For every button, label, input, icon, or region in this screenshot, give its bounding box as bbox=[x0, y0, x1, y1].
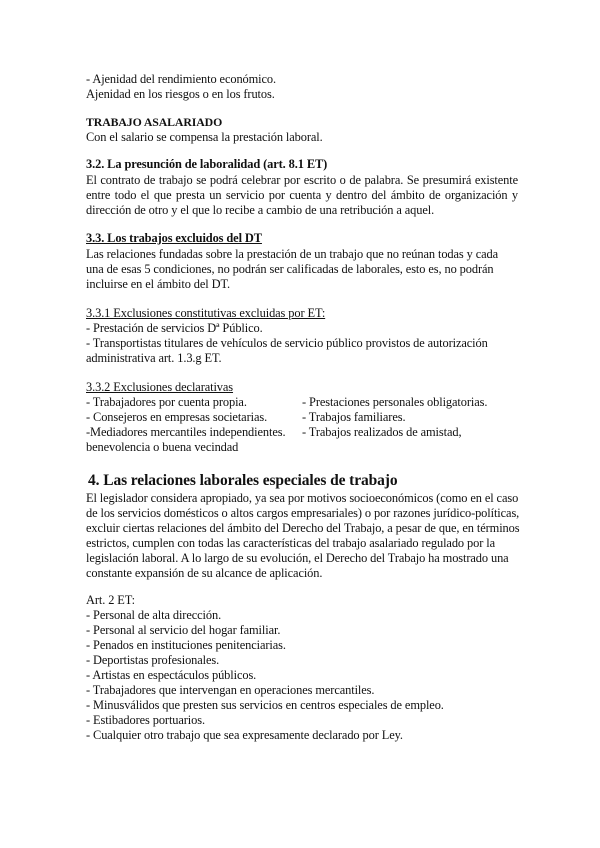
list-item: - Transportistas titulares de vehículos de servicio público provistos de autorización bbox=[86, 336, 488, 350]
list-item: - Deportistas profesionales. bbox=[86, 653, 220, 667]
paragraph-line: Las relaciones fundadas sobre la prestación de un trabajo que no reúnan todas y cada bbox=[86, 247, 499, 261]
list-item: - Minusválidos que presten sus servicios en centros especiales de empleo. bbox=[86, 698, 444, 712]
trabajo-asalariado-text: Con el salario se compensa la prestación laboral. bbox=[86, 130, 323, 144]
section-4-heading: 4. Las relaciones laborales especiales de trabajo bbox=[88, 472, 398, 489]
list-item: - Personal al servicio del hogar familiar. bbox=[86, 623, 281, 637]
paragraph-line: una de esas 5 condiciones, no podrán ser calificadas de laborales, esto es, no podrán bbox=[86, 262, 494, 276]
paragraph-line: El contrato de trabajo se podrá celebrar por escrito o de palabra. Se presumirá existente bbox=[86, 173, 518, 187]
list-item: - Trabajos familiares. bbox=[302, 410, 406, 424]
list-item: - Trabajadores que intervengan en operaciones mercantiles. bbox=[86, 683, 375, 697]
section-3-3-2-heading: 3.3.2 Exclusiones declarativas bbox=[86, 380, 234, 394]
section-3-3-heading: 3.3. Los trabajos excluidos del DT bbox=[86, 231, 262, 245]
list-item: administrativa art. 1.3.g ET. bbox=[86, 351, 222, 365]
section-3-2-heading: 3.2. La presunción de laboralidad (art. 8.1 ET) bbox=[86, 157, 328, 171]
list-item: - Personal de alta dirección. bbox=[86, 608, 222, 622]
art-2-heading: Art. 2 ET: bbox=[86, 593, 135, 607]
list-item: - Estibadores portuarios. bbox=[86, 713, 205, 727]
list-item: - Consejeros en empresas societarias. bbox=[86, 410, 268, 424]
intro-line: Ajenidad en los riesgos o en los frutos. bbox=[86, 87, 275, 101]
paragraph-line: excluir ciertas relaciones del ámbito del Derecho del Trabajo, a pesar de que, en términos bbox=[86, 521, 520, 535]
list-item: - Artistas en espectáculos públicos. bbox=[86, 668, 257, 682]
list-item: - Prestaciones personales obligatorias. bbox=[302, 395, 488, 409]
list-item: - Prestación de servicios Dª Público. bbox=[86, 321, 263, 335]
list-item: -Mediadores mercantiles independientes. bbox=[86, 425, 286, 439]
section-3-3-1-heading: 3.3.1 Exclusiones constitutivas excluidas por ET: bbox=[86, 306, 326, 320]
list-item: - Trabajos realizados de amistad, bbox=[302, 425, 462, 439]
paragraph-line: constante expansión de su alcance de aplicación. bbox=[86, 566, 323, 580]
intro-line: - Ajenidad del rendimiento económico. bbox=[86, 72, 277, 86]
paragraph-line: de los servicios domésticos o altos cargos empresariales) o por razones jurídico-políticas, bbox=[86, 506, 520, 520]
list-item: - Trabajadores por cuenta propia. bbox=[86, 395, 247, 409]
list-item: benevolencia o buena vecindad bbox=[86, 440, 239, 454]
paragraph-line: legislación laboral. A lo largo de su evolución, el Derecho del Trabajo ha mostrado una bbox=[86, 551, 509, 565]
list-item: - Penados en instituciones penitenciarias. bbox=[86, 638, 286, 652]
paragraph-line: estrictos, cumplen con todas las características del trabajo asalariado regulado por la bbox=[86, 536, 495, 550]
trabajo-asalariado-heading: TRABAJO ASALARIADO bbox=[86, 115, 223, 129]
paragraph-line: entre todo el que presta un servicio por cuenta y dentro del ámbito de organización y bbox=[86, 188, 518, 202]
list-item: - Cualquier otro trabajo que sea expresamente declarado por Ley. bbox=[86, 728, 403, 742]
paragraph-line: dirección de otro y el que lo recibe a cambio de una retribución a aquel. bbox=[86, 203, 435, 217]
paragraph-line: incluirse en el ámbito del DT. bbox=[86, 277, 231, 291]
paragraph-line: El legislador considera apropiado, ya sea por motivos socioeconómicos (como en el caso bbox=[86, 491, 519, 505]
